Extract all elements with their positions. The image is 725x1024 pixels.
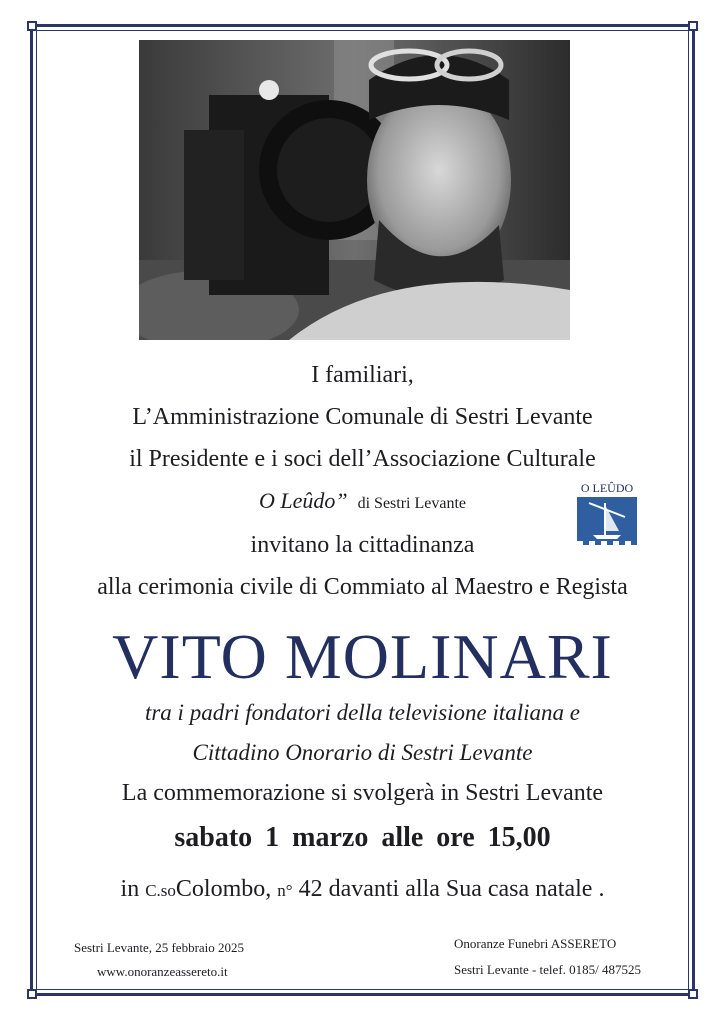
addr-prefix: in [120,876,140,902]
association-city: di Sestri Levante [357,495,467,512]
text-cerimonia: alla cerimonia civile di Commiato al Maestro e Regista [97,574,628,600]
ceremony-date: sabato 1 marzo alle ore 15,00 [174,822,551,853]
text-amministrazione: L’Amministrazione Comunale di Sestri Levante [132,404,593,430]
association-name: O Leûdo” [258,488,348,513]
corner-ornament-tl [27,21,37,31]
footer-place-date: Sestri Levante, 25 febbraio 2025 [74,940,245,955]
corner-ornament-bl [27,989,37,999]
deceased-name: VITO MOLINARI [112,621,613,692]
text-padri-fondatori: tra i padri fondatori della televisione italiana e [144,700,581,725]
footer-contact: Sestri Levante - telef. 0185/ 487525 [454,962,642,977]
addr-street: Colombo, [175,876,272,902]
text-familiari: I familiari, [311,362,414,388]
portrait-photo-image [139,40,570,340]
corner-ornament-br [688,989,698,999]
portrait-photo [139,40,570,340]
text-associazione: il Presidente e i soci dell’Associazione Culturale [129,446,596,472]
footer-company: Onoranze Funebri ASSERETO [454,936,617,951]
text-commemorazione: La commemorazione si svolgerà in Sestri Levante [121,780,604,806]
corner-ornament-tr [688,21,698,31]
addr-abbr: C.so [145,881,176,900]
footer-website[interactable]: www.onoranzeassereto.it [97,964,228,979]
addr-number-sign: n° [277,881,293,900]
ceremony-address [36,876,689,903]
text-invitano: invitano la cittadinanza [250,532,475,558]
logo-label: O LEÛDO [580,481,634,495]
addr-rest: 42 davanti alla Sua casa natale . [298,876,605,902]
text-cittadino-onorario: Cittadino Onorario di Sestri Levante [192,740,533,765]
